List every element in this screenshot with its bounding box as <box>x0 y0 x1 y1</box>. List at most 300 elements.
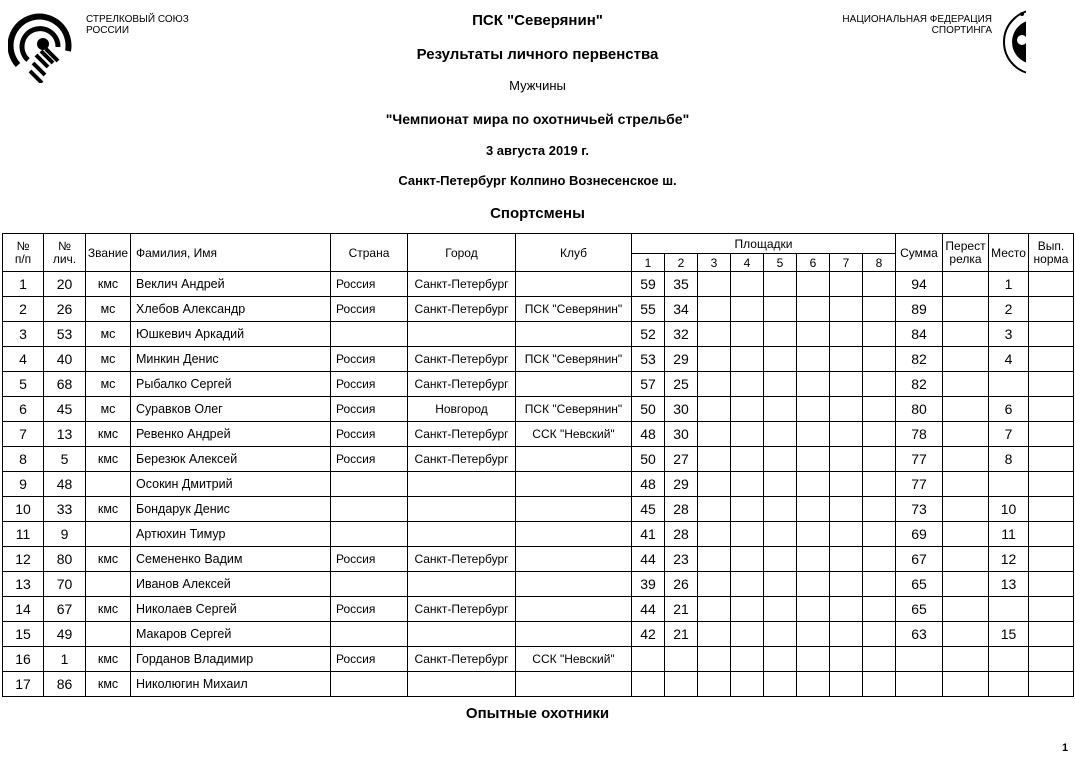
cell-shootoff <box>943 472 989 497</box>
cell-range-7 <box>830 372 863 397</box>
cell-city <box>408 672 516 697</box>
cell-club <box>516 597 632 622</box>
header-range-3: 3 <box>698 254 731 272</box>
cell-range-4 <box>731 522 764 547</box>
cell-club: ПСК "Северянин" <box>516 347 632 372</box>
event-date: 3 августа 2019 г. <box>485 143 590 158</box>
cell-country: Россия <box>331 272 408 297</box>
cell-place: 1 <box>989 272 1029 297</box>
cell-range-7 <box>830 672 863 697</box>
cell-name: Хлебов Александр <box>131 297 331 322</box>
header-club: Клуб <box>516 234 632 272</box>
table-row <box>3 422 1074 447</box>
cell-range-1: 44 <box>632 597 665 622</box>
cell-club <box>516 672 632 697</box>
cell-range-5 <box>764 547 797 572</box>
cell-city <box>408 472 516 497</box>
cell-range-8 <box>863 422 896 447</box>
cell-shootoff <box>943 322 989 347</box>
cell-range-7 <box>830 597 863 622</box>
cell-range-7 <box>830 622 863 647</box>
cell-num: 5 <box>3 372 44 397</box>
cell-name: Рыбалко Сергей <box>131 372 331 397</box>
cell-range-3 <box>698 347 731 372</box>
header-total: Сумма <box>896 234 943 272</box>
cell-place <box>989 672 1029 697</box>
cell-city <box>408 572 516 597</box>
cell-rank: мс <box>86 372 131 397</box>
cell-range-8 <box>863 522 896 547</box>
cell-range-6 <box>797 547 830 572</box>
cell-rank: кмс <box>86 272 131 297</box>
cell-range-7 <box>830 447 863 472</box>
cell-norm <box>1029 472 1074 497</box>
cell-range-8 <box>863 447 896 472</box>
cell-range-7 <box>830 497 863 522</box>
cell-city: Санкт-Петербург <box>408 597 516 622</box>
cell-range-4 <box>731 572 764 597</box>
cell-rank <box>86 522 131 547</box>
cell-name: Семененко Вадим <box>131 547 331 572</box>
cell-total: 65 <box>896 572 943 597</box>
cell-range-1: 48 <box>632 422 665 447</box>
cell-num: 8 <box>3 447 44 472</box>
cell-total: 65 <box>896 597 943 622</box>
header-range-7: 7 <box>830 254 863 272</box>
header-range-6: 6 <box>797 254 830 272</box>
cell-range-6 <box>797 372 830 397</box>
cell-range-3 <box>698 597 731 622</box>
cell-num: 16 <box>3 647 44 672</box>
section-title-experienced-hunters: Опытные охотники <box>465 705 610 722</box>
cell-range-3 <box>698 472 731 497</box>
cell-name: Бондарук Денис <box>131 497 331 522</box>
cell-shootoff <box>943 272 989 297</box>
cell-range-3 <box>698 422 731 447</box>
cell-license: 67 <box>44 597 86 622</box>
cell-range-3 <box>698 272 731 297</box>
table-row <box>3 547 1074 572</box>
cell-rank: мс <box>86 297 131 322</box>
table-row <box>3 647 1074 672</box>
cell-club <box>516 547 632 572</box>
cell-range-5 <box>764 597 797 622</box>
cell-license: 26 <box>44 297 86 322</box>
cell-club: ПСК "Северянин" <box>516 297 632 322</box>
cell-num: 14 <box>3 597 44 622</box>
cell-country <box>331 672 408 697</box>
cell-shootoff <box>943 347 989 372</box>
table-row <box>3 397 1074 422</box>
header-range-1: 1 <box>632 254 665 272</box>
cell-city: Санкт-Петербург <box>408 422 516 447</box>
cell-range-4 <box>731 647 764 672</box>
cell-name: Осокин Дмитрий <box>131 472 331 497</box>
cell-range-6 <box>797 447 830 472</box>
cell-norm <box>1029 622 1074 647</box>
cell-range-7 <box>830 347 863 372</box>
cell-range-4 <box>731 272 764 297</box>
cell-club: ССК "Невский" <box>516 647 632 672</box>
cell-range-8 <box>863 597 896 622</box>
cell-club <box>516 572 632 597</box>
cell-place <box>989 597 1029 622</box>
cell-range-5 <box>764 497 797 522</box>
cell-norm <box>1029 522 1074 547</box>
cell-range-5 <box>764 322 797 347</box>
cell-place: 4 <box>989 347 1029 372</box>
cell-rank <box>86 622 131 647</box>
cell-country: Россия <box>331 372 408 397</box>
cell-range-4 <box>731 672 764 697</box>
table-row <box>3 447 1074 472</box>
cell-range-2: 30 <box>665 397 698 422</box>
cell-range-3 <box>698 672 731 697</box>
cell-rank <box>86 472 131 497</box>
cell-range-3 <box>698 297 731 322</box>
header-shootoff: Перест релка <box>943 234 989 272</box>
cell-range-1: 53 <box>632 347 665 372</box>
cell-range-3 <box>698 322 731 347</box>
cell-shootoff <box>943 547 989 572</box>
cell-city: Санкт-Петербург <box>408 272 516 297</box>
cell-shootoff <box>943 422 989 447</box>
cell-num: 9 <box>3 472 44 497</box>
cell-range-8 <box>863 672 896 697</box>
cell-range-6 <box>797 322 830 347</box>
cell-range-3 <box>698 647 731 672</box>
cell-shootoff <box>943 447 989 472</box>
event-title: "Чемпионат мира по охотничьей стрельбе" <box>385 111 690 127</box>
cell-range-6 <box>797 672 830 697</box>
cell-club: ПСК "Северянин" <box>516 397 632 422</box>
cell-country: Россия <box>331 297 408 322</box>
cell-city: Санкт-Петербург <box>408 447 516 472</box>
header-city: Город <box>408 234 516 272</box>
header-range-4: 4 <box>731 254 764 272</box>
category-label: Мужчины <box>509 78 566 93</box>
cell-name: Юшкевич Аркадий <box>131 322 331 347</box>
cell-num: 7 <box>3 422 44 447</box>
cell-range-3 <box>698 622 731 647</box>
cell-total: 77 <box>896 447 943 472</box>
cell-total <box>896 672 943 697</box>
cell-range-7 <box>830 547 863 572</box>
cell-range-5 <box>764 347 797 372</box>
cell-total: 82 <box>896 347 943 372</box>
cell-range-4 <box>731 322 764 347</box>
cell-norm <box>1029 672 1074 697</box>
cell-range-4 <box>731 472 764 497</box>
cell-range-8 <box>863 272 896 297</box>
cell-total: 84 <box>896 322 943 347</box>
cell-place <box>989 472 1029 497</box>
cell-total: 89 <box>896 297 943 322</box>
cell-total: 73 <box>896 497 943 522</box>
cell-range-8 <box>863 647 896 672</box>
cell-country: Россия <box>331 547 408 572</box>
cell-city <box>408 322 516 347</box>
cell-range-2: 29 <box>665 472 698 497</box>
cell-range-4 <box>731 547 764 572</box>
table-row <box>3 672 1074 697</box>
cell-license: 49 <box>44 622 86 647</box>
cell-range-3 <box>698 397 731 422</box>
cell-name: Березюк Алексей <box>131 447 331 472</box>
cell-country: Россия <box>331 347 408 372</box>
org-right-name: НАЦИОНАЛЬНАЯ ФЕДЕРАЦИЯ СПОРТИНГА <box>842 14 992 36</box>
cell-rank: кмс <box>86 497 131 522</box>
cell-range-1: 59 <box>632 272 665 297</box>
cell-license: 86 <box>44 672 86 697</box>
cell-range-2: 27 <box>665 447 698 472</box>
cell-range-6 <box>797 347 830 372</box>
header-country: Страна <box>331 234 408 272</box>
cell-num: 1 <box>3 272 44 297</box>
cell-range-6 <box>797 397 830 422</box>
cell-range-1: 42 <box>632 622 665 647</box>
cell-club <box>516 447 632 472</box>
header-range-2: 2 <box>665 254 698 272</box>
cell-rank: кмс <box>86 672 131 697</box>
cell-name: Горданов Владимир <box>131 647 331 672</box>
cell-norm <box>1029 347 1074 372</box>
cell-total <box>896 647 943 672</box>
header-range-5: 5 <box>764 254 797 272</box>
cell-range-1: 39 <box>632 572 665 597</box>
table-row <box>3 522 1074 547</box>
cell-range-1: 48 <box>632 472 665 497</box>
cell-range-6 <box>797 522 830 547</box>
cell-name: Макаров Сергей <box>131 622 331 647</box>
cell-city <box>408 522 516 547</box>
cell-num: 11 <box>3 522 44 547</box>
table-row <box>3 322 1074 347</box>
results-table <box>2 233 1074 697</box>
cell-range-5 <box>764 647 797 672</box>
cell-rank: мс <box>86 347 131 372</box>
cell-range-5 <box>764 397 797 422</box>
cell-range-2: 26 <box>665 572 698 597</box>
cell-city: Новгород <box>408 397 516 422</box>
cell-range-1 <box>632 672 665 697</box>
cell-norm <box>1029 372 1074 397</box>
cell-range-2: 25 <box>665 372 698 397</box>
header-license: № лич. <box>44 234 86 272</box>
cell-range-3 <box>698 497 731 522</box>
cell-num: 15 <box>3 622 44 647</box>
cell-license: 80 <box>44 547 86 572</box>
cell-rank: кмс <box>86 647 131 672</box>
cell-range-1: 44 <box>632 547 665 572</box>
cell-range-6 <box>797 497 830 522</box>
cell-range-6 <box>797 422 830 447</box>
cell-total: 80 <box>896 397 943 422</box>
cell-range-2: 21 <box>665 622 698 647</box>
cell-range-8 <box>863 497 896 522</box>
cell-range-3 <box>698 447 731 472</box>
cell-range-2 <box>665 647 698 672</box>
cell-range-2 <box>665 672 698 697</box>
section-title-athletes: Спортсмены <box>490 205 585 222</box>
table-row <box>3 572 1074 597</box>
cell-country <box>331 622 408 647</box>
table-row <box>3 472 1074 497</box>
table-row <box>3 347 1074 372</box>
cell-range-7 <box>830 647 863 672</box>
cell-license: 48 <box>44 472 86 497</box>
cell-range-3 <box>698 572 731 597</box>
cell-rank: кмс <box>86 422 131 447</box>
cell-range-6 <box>797 572 830 597</box>
cell-range-1: 45 <box>632 497 665 522</box>
cell-range-8 <box>863 472 896 497</box>
cell-club <box>516 372 632 397</box>
event-location: Санкт-Петербург Колпино Вознесенское ш. <box>398 173 677 188</box>
cell-name: Артюхин Тимур <box>131 522 331 547</box>
cell-license: 45 <box>44 397 86 422</box>
cell-city <box>408 622 516 647</box>
cell-shootoff <box>943 497 989 522</box>
cell-club <box>516 472 632 497</box>
header-place: Место <box>989 234 1029 272</box>
cell-license: 1 <box>44 647 86 672</box>
cell-country <box>331 472 408 497</box>
cell-city: Санкт-Петербург <box>408 547 516 572</box>
cell-range-4 <box>731 347 764 372</box>
cell-num: 6 <box>3 397 44 422</box>
cell-license: 53 <box>44 322 86 347</box>
cell-place: 12 <box>989 547 1029 572</box>
cell-shootoff <box>943 522 989 547</box>
cell-range-1: 57 <box>632 372 665 397</box>
cell-country: Россия <box>331 422 408 447</box>
cell-range-2: 32 <box>665 322 698 347</box>
cell-range-7 <box>830 297 863 322</box>
cell-range-1: 41 <box>632 522 665 547</box>
cell-range-1 <box>632 647 665 672</box>
cell-range-8 <box>863 347 896 372</box>
cell-range-8 <box>863 397 896 422</box>
cell-license: 9 <box>44 522 86 547</box>
cell-range-8 <box>863 322 896 347</box>
table-row <box>3 272 1074 297</box>
cell-shootoff <box>943 372 989 397</box>
table-row <box>3 297 1074 322</box>
cell-range-4 <box>731 447 764 472</box>
cell-shootoff <box>943 297 989 322</box>
cell-range-7 <box>830 422 863 447</box>
cell-country: Россия <box>331 397 408 422</box>
cell-rank: мс <box>86 397 131 422</box>
cell-license: 13 <box>44 422 86 447</box>
cell-range-6 <box>797 622 830 647</box>
cell-range-2: 29 <box>665 347 698 372</box>
cell-place: 2 <box>989 297 1029 322</box>
cell-name: Веклич Андрей <box>131 272 331 297</box>
table-row <box>3 497 1074 522</box>
cell-club <box>516 522 632 547</box>
cell-shootoff <box>943 622 989 647</box>
cell-norm <box>1029 647 1074 672</box>
header-rank: Звание <box>86 234 131 272</box>
cell-range-8 <box>863 297 896 322</box>
cell-club <box>516 322 632 347</box>
cell-range-7 <box>830 522 863 547</box>
cell-range-7 <box>830 322 863 347</box>
cell-range-4 <box>731 372 764 397</box>
cell-place <box>989 372 1029 397</box>
cell-place: 3 <box>989 322 1029 347</box>
table-row <box>3 372 1074 397</box>
cell-num: 2 <box>3 297 44 322</box>
cell-range-7 <box>830 397 863 422</box>
cell-club <box>516 272 632 297</box>
cell-range-1: 52 <box>632 322 665 347</box>
cell-shootoff <box>943 597 989 622</box>
cell-num: 3 <box>3 322 44 347</box>
cell-range-4 <box>731 422 764 447</box>
cell-range-8 <box>863 547 896 572</box>
cell-norm <box>1029 297 1074 322</box>
cell-place <box>989 647 1029 672</box>
cell-range-1: 50 <box>632 397 665 422</box>
cell-place: 11 <box>989 522 1029 547</box>
cell-range-3 <box>698 372 731 397</box>
cell-country <box>331 322 408 347</box>
cell-range-4 <box>731 597 764 622</box>
cell-country: Россия <box>331 647 408 672</box>
cell-place: 8 <box>989 447 1029 472</box>
cell-range-5 <box>764 522 797 547</box>
cell-num: 12 <box>3 547 44 572</box>
cell-range-5 <box>764 572 797 597</box>
cell-range-7 <box>830 472 863 497</box>
header-range-8: 8 <box>863 254 896 272</box>
cell-country: Россия <box>331 447 408 472</box>
cell-norm <box>1029 422 1074 447</box>
cell-place: 7 <box>989 422 1029 447</box>
cell-norm <box>1029 497 1074 522</box>
cell-range-2: 28 <box>665 522 698 547</box>
cell-total: 77 <box>896 472 943 497</box>
cell-city: Санкт-Петербург <box>408 647 516 672</box>
cell-num: 13 <box>3 572 44 597</box>
cell-range-1: 50 <box>632 447 665 472</box>
org-left-name: СТРЕЛКОВЫЙ СОЮЗ РОССИИ <box>86 14 189 36</box>
cell-place: 6 <box>989 397 1029 422</box>
cell-country <box>331 572 408 597</box>
cell-range-6 <box>797 472 830 497</box>
cell-range-2: 30 <box>665 422 698 447</box>
cell-license: 33 <box>44 497 86 522</box>
cell-range-2: 28 <box>665 497 698 522</box>
cell-rank: мс <box>86 322 131 347</box>
cell-range-6 <box>797 647 830 672</box>
cell-range-4 <box>731 297 764 322</box>
cell-range-5 <box>764 422 797 447</box>
cell-club <box>516 497 632 522</box>
page-number: 1 <box>1062 742 1069 754</box>
cell-place: 10 <box>989 497 1029 522</box>
cell-shootoff <box>943 572 989 597</box>
header-name: Фамилия, Имя <box>131 234 331 272</box>
cell-range-5 <box>764 622 797 647</box>
club-title: ПСК "Северянин" <box>472 12 603 29</box>
cell-license: 20 <box>44 272 86 297</box>
cell-range-6 <box>797 272 830 297</box>
cell-range-5 <box>764 297 797 322</box>
